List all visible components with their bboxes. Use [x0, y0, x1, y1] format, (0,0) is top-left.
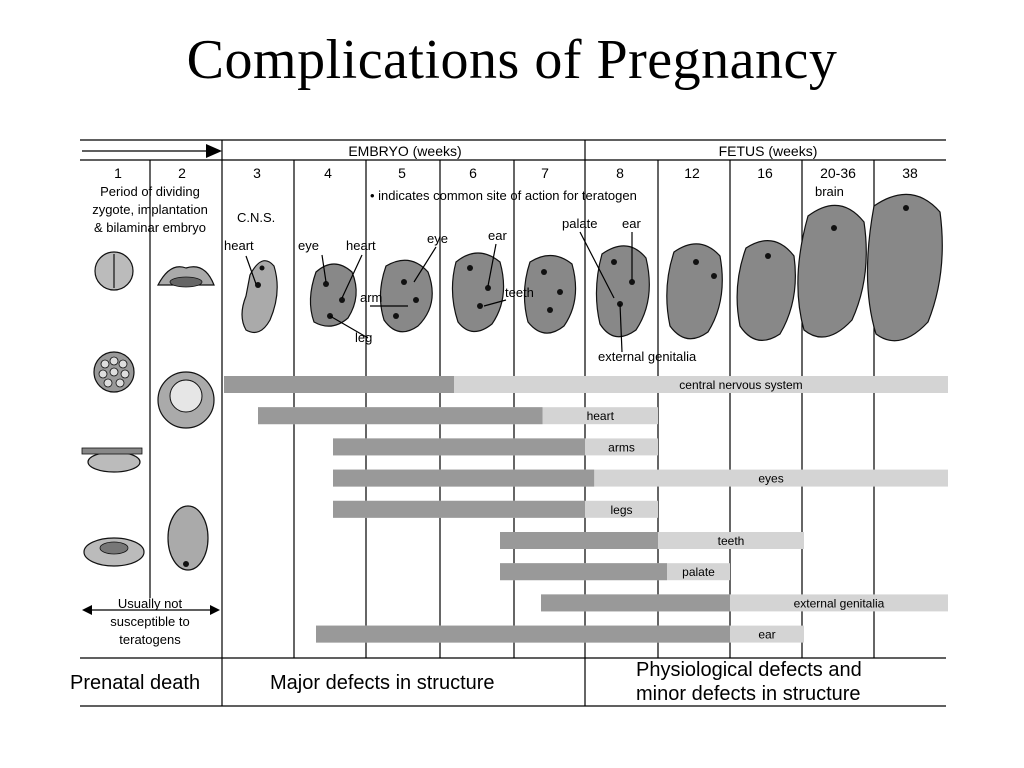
label-ear-week6: ear — [488, 228, 507, 243]
footer-physiological-line1: Physiological defects and — [636, 659, 862, 681]
bar-label: teeth — [717, 534, 745, 548]
not-susceptible-line2: susceptible to — [110, 614, 190, 629]
fetus-header: FETUS (weeks) — [718, 143, 818, 159]
not-susceptible-line3: teratogens — [119, 632, 181, 647]
footer-prenatal-death: Prenatal death — [70, 672, 201, 694]
label-brain: brain — [815, 184, 844, 199]
arrow-right-head — [210, 605, 220, 615]
embryo-week-6 — [452, 253, 503, 332]
bar-label: arms — [608, 440, 635, 455]
bar-label: central nervous system — [679, 378, 803, 392]
label-eye-week5: eye — [427, 231, 448, 246]
label-palate: palate — [562, 216, 598, 231]
bar-dark-8 — [316, 626, 730, 643]
bar-label: external genitalia — [793, 596, 885, 611]
bar-dark-7 — [541, 594, 730, 611]
bar-dark-5 — [500, 532, 658, 549]
week-label: 6 — [469, 165, 477, 181]
week-label: 4 — [324, 165, 332, 181]
footer-physiological-line2: minor defects in structure — [636, 683, 861, 705]
left-note-line3: & bilaminar embryo — [94, 220, 206, 235]
amniotic-cavity — [170, 380, 202, 412]
bar-label: eyes — [758, 471, 784, 486]
bar-label: legs — [610, 502, 633, 517]
left-note-line2: zygote, implantation — [92, 202, 208, 217]
label-heart-week3: heart — [224, 238, 254, 253]
week-label: 12 — [684, 165, 700, 181]
bar-dark-1 — [258, 407, 543, 424]
embryo-week-8 — [596, 246, 649, 337]
teratogen-site-dot — [183, 561, 189, 567]
week-label: 38 — [902, 165, 918, 181]
embryo-header: EMBRYO (weeks) — [348, 143, 462, 159]
bar-label: palate — [682, 565, 715, 580]
week-label: 7 — [541, 165, 549, 181]
not-susceptible-line1: Usually not — [117, 596, 183, 611]
slide-title: Complications of Pregnancy — [186, 29, 838, 91]
week-label: 1 — [114, 165, 122, 181]
week-label: 8 — [616, 165, 624, 181]
week-label: 16 — [757, 165, 773, 181]
label-external-genitalia: external genitalia — [598, 349, 697, 364]
week-label: 2 — [178, 165, 186, 181]
label-heart-week5: heart — [346, 238, 376, 253]
early-embryo — [168, 506, 208, 570]
week-label: 3 — [253, 165, 261, 181]
not-susceptible-note — [82, 596, 220, 647]
bar-dark-3 — [333, 470, 594, 487]
footer-major-defects: Major defects in structure — [270, 672, 495, 694]
susceptibility-bars — [224, 376, 948, 643]
fetus-week-12 — [667, 244, 722, 339]
bar-label: heart — [586, 409, 614, 424]
bar-dark-6 — [500, 563, 667, 580]
bar-dark-4 — [333, 501, 585, 518]
label-teeth: teeth — [505, 285, 534, 300]
arrow-left-head — [82, 605, 92, 615]
inner-cell-mass — [170, 277, 202, 287]
endometrium-strip — [82, 448, 142, 454]
label-leg: leg — [355, 330, 373, 345]
bar-dark-0 — [224, 376, 454, 393]
week-label: 20-36 — [820, 165, 856, 181]
blastocyst-implanting — [88, 452, 140, 472]
embryo-week-5 — [380, 260, 432, 332]
label-cns: C.N.S. — [237, 210, 276, 225]
teratogen-legend-note: • indicates common site of action for teratogen — [370, 188, 637, 203]
bar-dark-2 — [333, 438, 585, 455]
left-note-line1: Period of dividing — [100, 184, 200, 199]
bar-label: ear — [758, 627, 776, 642]
fetus-week-20-36 — [798, 205, 866, 337]
week-labels — [114, 165, 918, 181]
embryo-week-3 — [242, 261, 277, 333]
week-label: 5 — [398, 165, 406, 181]
zygote-illustrations — [82, 252, 214, 570]
label-eye-week4: eye — [298, 238, 319, 253]
embryo-week-4 — [310, 264, 356, 326]
label-arm: arm — [360, 290, 383, 305]
embryonic-disc — [100, 542, 128, 554]
header-arrow-head — [206, 144, 222, 158]
fetus-week-38 — [867, 194, 942, 340]
label-ear-week8: ear — [622, 216, 641, 231]
